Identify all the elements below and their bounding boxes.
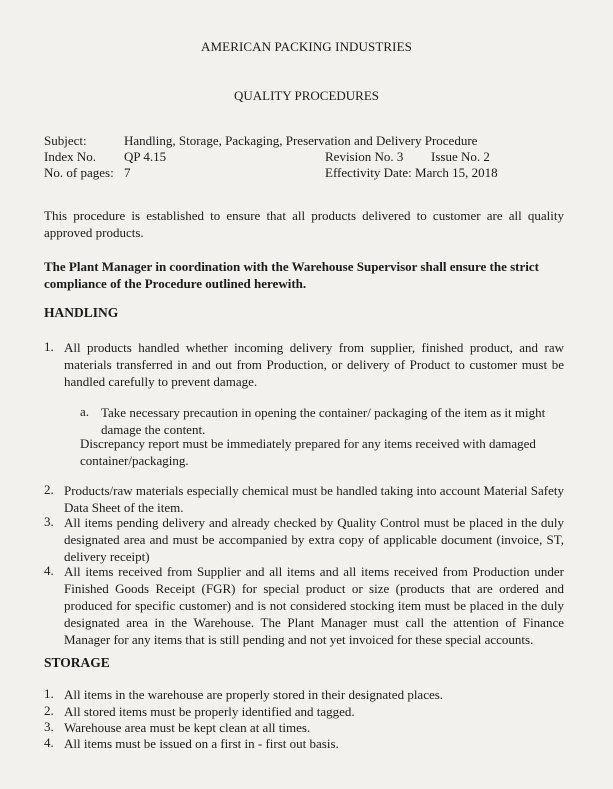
handling-item-text: All items pending delivery and already checked by Quality Control must be placed in the duly designated area and must be accompanied by extra copy of applicable document (invoice, ST, delivery receipt) (64, 515, 564, 564)
index-label: Index No. (44, 149, 96, 164)
storage-item-text: All items in the warehouse are properly stored in their designated places. (64, 687, 444, 702)
storage-item-number: 2. (44, 703, 54, 718)
document-title: QUALITY PROCEDURES (233, 88, 380, 103)
index-value: QP 4.15 (124, 149, 167, 164)
handling-item-number: 2. (44, 482, 54, 497)
handling-subitem-letter: a. (80, 404, 90, 419)
handling-item-text: All products handled whether incoming delivery from supplier, finished product, and raw materials transferred in and out from Production, or delivery of Product to customer must be handled carefully to prevent damage. (64, 340, 564, 389)
compliance-note: The Plant Manager in coordination with the Warehouse Supervisor shall ensure the strict compliance of the Procedure outlined herewith. (44, 259, 539, 291)
discrepancy-note: Discrepancy report must be immediately prepared for any items received with damaged container/packaging. (80, 436, 536, 468)
handling-item-text: Products/raw materials especially chemical must be handled taking into account Material Safety Data Sheet of the item. (64, 483, 564, 515)
revision-number: Revision No. 3 (325, 149, 404, 164)
storage-item-text: All items must be issued on a first in - first out basis. (64, 736, 339, 751)
subject-value: Handling, Storage, Packaging, Preservation and Delivery Procedure (124, 133, 478, 148)
pages-label: No. of pages: (44, 165, 114, 180)
effectivity-date: Effectivity Date: March 15, 2018 (325, 165, 498, 180)
handling-item-number: 3. (44, 514, 54, 529)
storage-item-number: 1. (44, 686, 54, 701)
handling-subitem-text: Take necessary precaution in opening the container/ packaging of the item as it might damage the content. (101, 405, 546, 437)
company-name: AMERICAN PACKING INDUSTRIES (201, 39, 412, 54)
storage-item-text: Warehouse area must be kept clean at all times. (64, 720, 311, 735)
storage-item-text: All stored items must be properly identified and tagged. (64, 704, 355, 719)
subject-label: Subject: (44, 133, 87, 148)
handling-item-number: 4. (44, 563, 54, 578)
issue-number: Issue No. 2 (431, 149, 490, 164)
pages-value: 7 (124, 165, 131, 180)
storage-item-number: 4. (44, 735, 54, 750)
handling-item-text: All items received from Supplier and all items and all items received from Production under Finished Goods Receipt (FGR) for special product or size (products that are ordered and produced for specific customer) and is not considered stocking item must be placed in the duly designated area in the Warehouse. The Plant Manager must call the attention of Finance Manager for any items that is still pending and not yet invoiced for these special accounts. (64, 564, 564, 647)
handling-heading: HANDLING (44, 305, 119, 320)
storage-item-number: 3. (44, 719, 54, 734)
handling-item-number: 1. (44, 339, 54, 354)
intro-paragraph: This procedure is established to ensure that all products delivered to customer are all quality approved products. (44, 208, 564, 240)
storage-heading: STORAGE (44, 655, 110, 670)
